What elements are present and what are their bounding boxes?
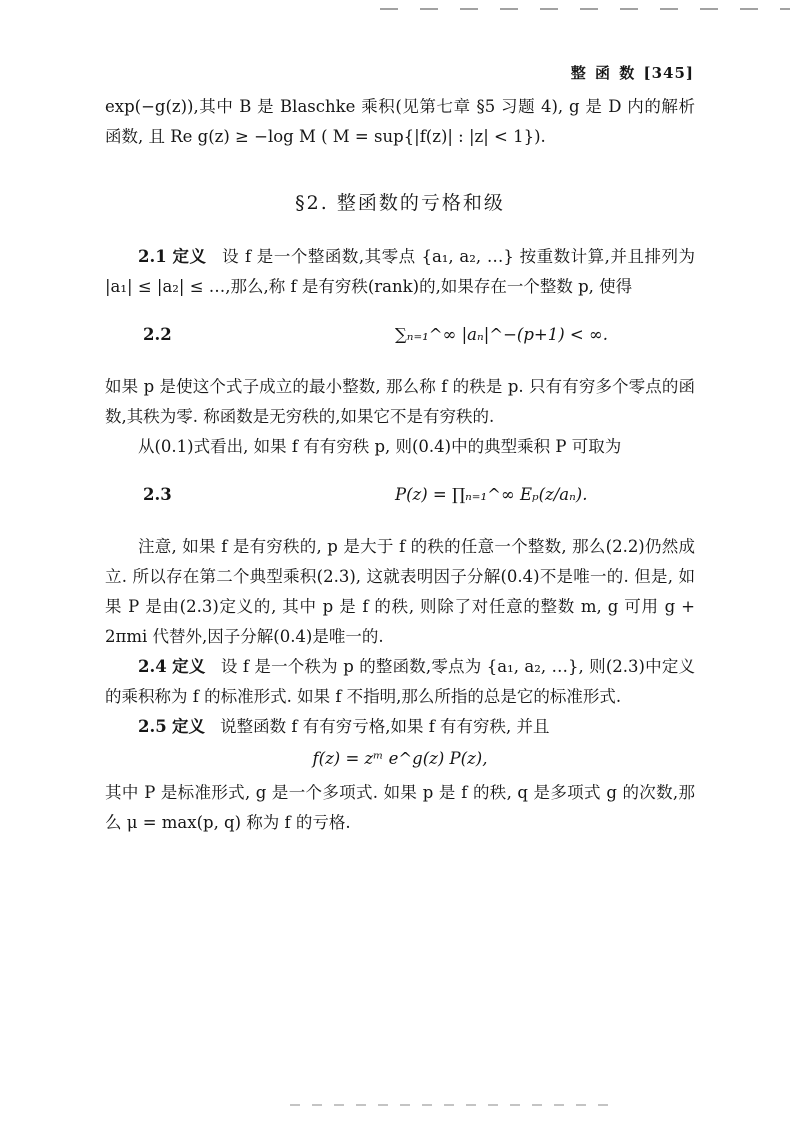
equation-genus-form: f(z) = zᵐ e^g(z) P(z), <box>312 749 488 768</box>
definition-kind: 定义 <box>172 247 207 266</box>
carryover-paragraph: exp(−g(z)),其中 B 是 Blaschke 乘积(见第七章 §5 习题 4), g 是 D 内的解析函数, 且 Re g(z) ≥ −log M ( M = sup{|f(z)| : |z| < 1}). <box>105 97 695 146</box>
equation-formula: ∑ₙ₌₁^∞ |aₙ|^−(p+1) < ∞. <box>395 325 608 344</box>
equation-2-3 <box>105 468 695 522</box>
section-title: §2. 整函数的亏格和级 <box>295 192 505 214</box>
definition-text: 说整函数 f 有有穷亏格,如果 f 有有穷秩, 并且 <box>220 717 550 736</box>
definition-2-1 <box>105 242 695 302</box>
paragraph-rank: 如果 p 是使这个式子成立的最小整数, 那么称 f 的秩是 p. 只有有穷多个零点的函数,其秩为零. 称函数是无穷秩的,如果它不是有穷秩的. <box>105 377 695 426</box>
definition-label: 2.5 <box>138 717 167 736</box>
page-number: [345] <box>643 64 694 82</box>
definition-2-4 <box>105 652 695 712</box>
definition-text: 设 f 是一个秩为 p 的整函数,零点为 {a₁, a₂, …}, 则(2.3)中定义的乘积称为 f 的标准形式. 如果 f 不指明,那么所指的总是它的标准形式. <box>105 657 695 706</box>
definition-label: 2.1 <box>138 247 167 266</box>
equation-number: 2.2 <box>143 325 172 344</box>
equation-2-2 <box>105 308 695 362</box>
definition-2-5 <box>105 712 695 742</box>
header-title: 整 函 数 <box>570 64 637 82</box>
definition-text: 设 f 是一个整函数,其零点 {a₁, a₂, …} 按重数计算,并且排列为 |a₁| ≤ |a₂| ≤ …,那么,称 f 是有穷秩(rank)的,如果存在一个整数 p, 使得 <box>105 247 695 296</box>
scan-bottom-marks <box>290 1104 620 1106</box>
definition-kind: 定义 <box>172 657 206 676</box>
running-header <box>571 62 694 83</box>
equation-number: 2.3 <box>143 485 172 504</box>
definition-kind: 定义 <box>171 717 205 736</box>
page-body <box>105 92 695 838</box>
paragraph-genus: 其中 P 是标准形式, g 是一个多项式. 如果 p 是 f 的秩, q 是多项式 g 的次数,那么 μ = max(p, q) 称为 f 的亏格. <box>105 783 695 832</box>
paragraph-note: 注意, 如果 f 是有穷秩的, p 是大于 f 的秩的任意一个整数, 那么(2.2)仍然成立. 所以存在第二个典型乘积(2.3), 这就表明因子分解(0.4)不是唯一的. 但是, 如果 P 是由(2.3)定义的, 其中 p 是 f 的秩, 则除了对任意的整数 m, g 可用 g + 2πmi 代替外,因子分解(0.4)是唯一的. <box>105 537 695 646</box>
paragraph-canonical-product: 从(0.1)式看出, 如果 f 有有穷秩 p, 则(0.4)中的典型乘积 P 可取为 <box>138 437 622 456</box>
equation-formula: P(z) = ∏ₙ₌₁^∞ Eₚ(z/aₙ). <box>395 485 588 504</box>
definition-label: 2.4 <box>138 657 167 676</box>
scan-dash-line <box>380 8 790 10</box>
